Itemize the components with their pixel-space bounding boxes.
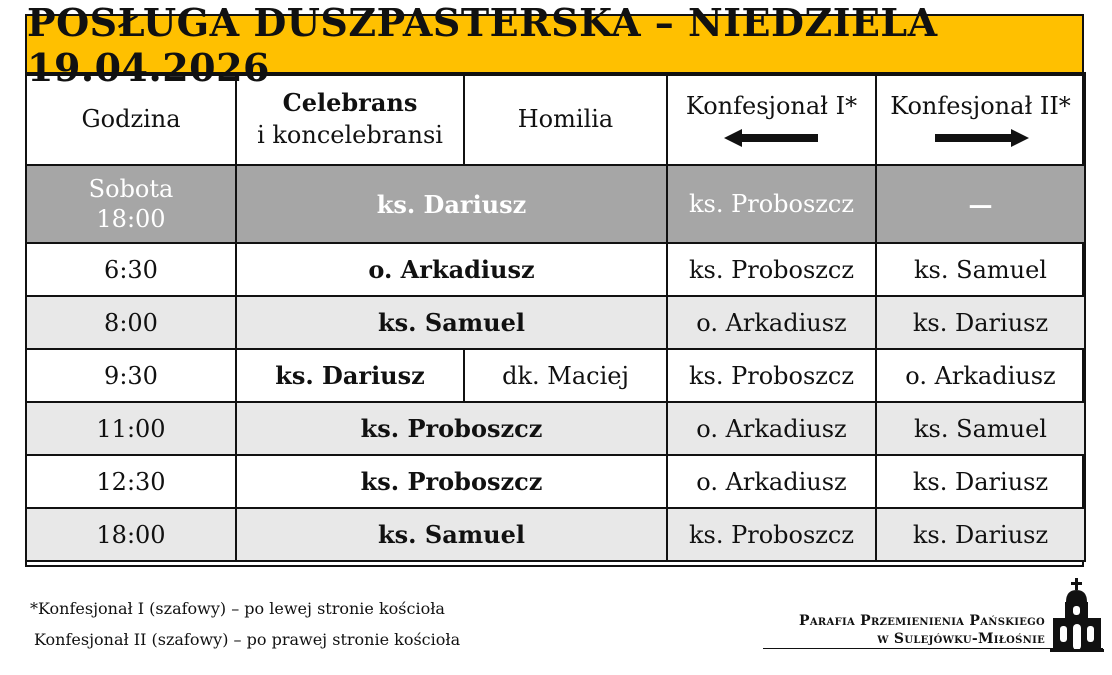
table-row bbox=[26, 455, 1085, 508]
parish-name-line-1: Parafia Przemienienia Pańskiego bbox=[799, 613, 1045, 629]
footnote-confessional-1: *Konfesjonał I (szafowy) – po lewej stronie kościoła bbox=[30, 599, 445, 618]
saturday-time-cell bbox=[26, 165, 236, 243]
celebrant-cell: o. Arkadiusz bbox=[236, 243, 667, 296]
celebrant-cell: ks. Proboszcz bbox=[236, 402, 667, 455]
confessional-1-cell: ks. Proboszcz bbox=[667, 243, 876, 296]
header-confessional-1-label: Konfesjonał I* bbox=[685, 92, 858, 120]
homily-cell: dk. Maciej bbox=[464, 349, 667, 402]
left-arrow-icon bbox=[724, 128, 820, 148]
church-icon bbox=[1050, 578, 1104, 652]
saturday-day: Sobota bbox=[88, 175, 174, 203]
schedule-table bbox=[25, 72, 1086, 562]
header-confessional-2 bbox=[876, 73, 1085, 165]
confessional-1-cell: o. Arkadiusz bbox=[667, 296, 876, 349]
right-arrow-icon bbox=[933, 128, 1029, 148]
confessional-1-cell: ks. Proboszcz bbox=[667, 349, 876, 402]
header-confessional-2-label: Konfesjonał II* bbox=[890, 92, 1071, 120]
parish-name bbox=[763, 612, 1045, 648]
saturday-confessional-2: — bbox=[876, 165, 1085, 243]
confessional-2-cell: ks. Samuel bbox=[876, 243, 1085, 296]
mass-time: 9:30 bbox=[26, 349, 236, 402]
mass-time: 11:00 bbox=[26, 402, 236, 455]
celebrant-cell: ks. Samuel bbox=[236, 296, 667, 349]
table-row bbox=[26, 402, 1085, 455]
table-row bbox=[26, 508, 1085, 561]
confessional-2-cell: ks. Dariusz bbox=[876, 296, 1085, 349]
confessional-2-cell: o. Arkadiusz bbox=[876, 349, 1085, 402]
table-row bbox=[26, 296, 1085, 349]
schedule-frame bbox=[25, 0, 1084, 567]
saturday-time: 18:00 bbox=[96, 205, 166, 233]
parish-name-line-2: w Sulejówku-Miłośnie bbox=[877, 631, 1045, 647]
header-celebrant-main: Celebrans bbox=[282, 88, 418, 117]
mass-time: 18:00 bbox=[26, 508, 236, 561]
confessional-1-cell: o. Arkadiusz bbox=[667, 402, 876, 455]
confessional-2-cell: ks. Dariusz bbox=[876, 508, 1085, 561]
confessional-1-cell: ks. Proboszcz bbox=[667, 508, 876, 561]
saturday-confessional-1: ks. Proboszcz bbox=[667, 165, 876, 243]
header-row bbox=[26, 73, 1085, 165]
page-title: POSŁUGA DUSZPASTERSKA – NIEDZIELA 19.04.2026 bbox=[27, 16, 1082, 76]
confessional-1-cell: o. Arkadiusz bbox=[667, 455, 876, 508]
saturday-celebrant: ks. Dariusz bbox=[236, 165, 667, 243]
header-celebrant bbox=[236, 73, 464, 165]
mass-time: 12:30 bbox=[26, 455, 236, 508]
mass-time: 8:00 bbox=[26, 296, 236, 349]
header-celebrant-sub: i koncelebransi bbox=[257, 121, 443, 149]
confessional-2-cell: ks. Samuel bbox=[876, 402, 1085, 455]
celebrant-cell: ks. Proboszcz bbox=[236, 455, 667, 508]
header-confessional-1 bbox=[667, 73, 876, 165]
confessional-2-cell: ks. Dariusz bbox=[876, 455, 1085, 508]
header-time: Godzina bbox=[26, 73, 236, 165]
saturday-row bbox=[26, 165, 1085, 243]
table-row bbox=[26, 243, 1085, 296]
table-row bbox=[26, 349, 1085, 402]
mass-time: 6:30 bbox=[26, 243, 236, 296]
footnote-confessional-2: Konfesjonał II (szafowy) – po prawej stronie kościoła bbox=[34, 630, 461, 649]
header-homily: Homilia bbox=[464, 73, 667, 165]
celebrant-cell: ks. Dariusz bbox=[236, 349, 464, 402]
celebrant-cell: ks. Samuel bbox=[236, 508, 667, 561]
